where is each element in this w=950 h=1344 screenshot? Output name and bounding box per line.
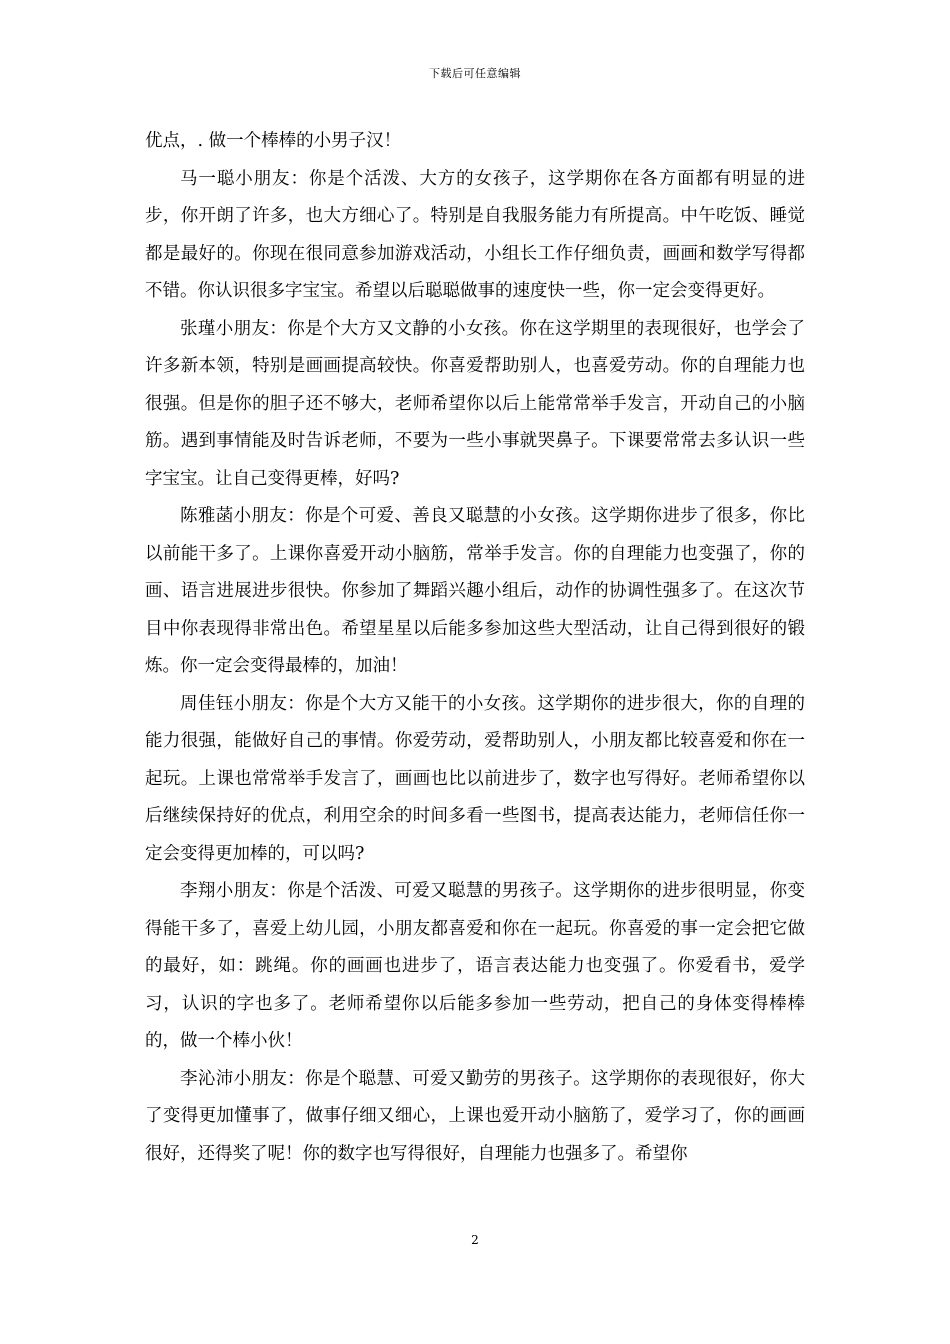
paragraph-li-xiang: 李翔小朋友：你是个活泼、可爱又聪慧的男孩子。这学期你的进步很明显，你变得能干多了，喜爱上幼儿园，小朋友都喜爱和你在一起玩。你喜爱的事一定会把它做的最好，如：跳绳。你的画画也进步了，语言表达能力也变强了。你爱看书，爱学习，认识的字也多了。老师希望你以后能多参加一些劳动，把自己的身体变得棒棒的，做一个棒小伙！ bbox=[145, 881, 805, 1051]
document-body bbox=[145, 123, 805, 1173]
paragraph-ma-yicong: 马一聪小朋友：你是个活泼、大方的女孩子，这学期你在各方面都有明显的进步，你开朗了许多，也大方细心了。特别是自我服务能力有所提高。中午吃饭、睡觉都是最好的。你现在很同意参加游戏活动，小组长工作仔细负责，画画和数学写得都不错。你认识很多字宝宝。希望以后聪聪做事的速度快一些，你一定会变得更好。 bbox=[145, 168, 805, 301]
page-number: 2 bbox=[471, 1233, 479, 1247]
paragraph-zhang-jin: 张瑾小朋友：你是个大方又文静的小女孩。你在这学期里的表现很好，也学会了许多新本领，特别是画画提高较快。你喜爱帮助别人，也喜爱劳动。你的自理能力也很强。但是你的胆子还不够大，老师希望你以后上能常常举手发言，开动自己的小脑筋。遇到事情能及时告诉老师，不要为一些小事就哭鼻子。下课要常常去多认识一些字宝宝。让自己变得更棒，好吗? bbox=[145, 318, 805, 489]
paragraph-li-qinpei: 李沁沛小朋友：你是个聪慧、可爱又勤劳的男孩子。这学期你的表现很好，你大了变得更加懂事了，做事仔细又细心，上课也爱开动小脑筋了，爱学习了，你的画画很好，还得奖了呢！你的数字也写得很好，自理能力也强多了。希望你 bbox=[145, 1068, 805, 1164]
page-header-note: 下载后可任意编辑 bbox=[429, 67, 521, 80]
paragraph-continuation: 优点，. 做一个棒棒的小男子汉！ bbox=[145, 131, 402, 151]
paragraph-zhou-jiayu: 周佳钰小朋友：你是个大方又能干的小女孩。这学期你的进步很大，你的自理的能力很强，能做好自己的事情。你爱劳动，爱帮助别人，小朋友都比较喜爱和你在一起玩。上课也常常举手发言了，画画也比以前进步了，数字也写得好。老师希望你以后继续保持好的优点，利用空余的时间多看一些图书，提高表达能力，老师信任你一定会变得更加棒的，可以吗? bbox=[145, 693, 805, 864]
paragraph-chen-yahan: 陈雅菡小朋友：你是个可爱、善良又聪慧的小女孩。这学期你进步了很多，你比以前能干多了。上课你喜爱开动小脑筋，常举手发言。你的自理能力也变强了，你的画、语言进展进步很快。你参加了舞蹈兴趣小组后，动作的协调性强多了。在这次节目中你表现得非常出色。希望星星以后能多参加这些大型活动，让自己得到很好的锻炼。你一定会变得最棒的，加油！ bbox=[145, 506, 805, 676]
